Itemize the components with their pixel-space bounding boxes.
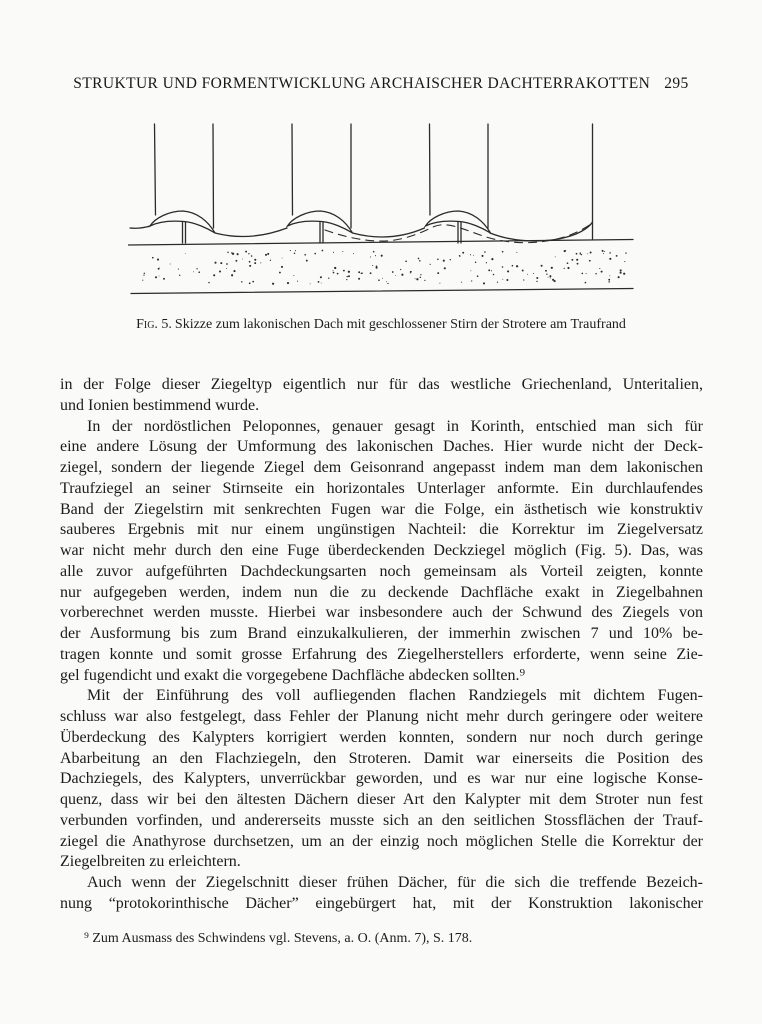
text-line: ziegel die Anathyrose durchsetzen, um an der einzig noch möglichen Stelle die Korrektur der: [60, 832, 703, 850]
body-text: [60, 375, 703, 915]
text-line: in der Folge dieser Ziegeltyp eigentlich nur für das westliche Griechenland, Unteritalien,: [60, 376, 703, 393]
figure-caption-text: Skizze zum lakonischen Dach mit geschlossener Stirn der Strotere am Traufrand: [174, 317, 626, 332]
pan-tile-curve-1: [215, 228, 287, 237]
text-line: Mit der Einführung des voll aufliegenden flachen Randziegels mit dichtem Fugen-: [87, 687, 703, 705]
text-line: gel fugendicht und exakt die vorgegebene Dachfläche abdecken sollten.⁹: [60, 666, 526, 684]
text-line: Traufziegel an seiner Stirnseite ein horizontales Unterlager anformte. Ein durchlaufendes: [60, 479, 703, 497]
text-line: schluss war also festgelegt, dass Fehler der Planung nicht mehr durch geringere oder weitere: [60, 708, 703, 725]
text-line: Band der Ziegelstirn mit senkrechten Fugen war die Folge, ein ästhetisch wie konstruktiv: [60, 500, 703, 518]
page-number: 295: [664, 75, 689, 92]
running-head-title: STRUKTUR UND FORMENTWICKLUNG ARCHAISCHER DACHTERRAKOTTEN: [73, 75, 651, 92]
text-line: Dachziegels, des Kalypters, unverrückbar geworden, und es war nur eine logische Konse-: [60, 770, 703, 788]
stipple-dots: [142, 250, 626, 285]
text-line: Ziegelbreiten zu erleichtern.: [60, 853, 241, 871]
text-line: vorberechnet werden musste. Hierbei war insbesondere auch der Schwund des Ziegels von: [60, 604, 703, 622]
geison-band-bottom-line: [131, 289, 633, 294]
text-line: Überdeckung des Kalypters korrigiert werden konnten, sondern nur noch durch geringe: [60, 728, 703, 746]
text-line: war nicht mehr durch den eine Fuge überdeckenden Deckziegel möglich (Fig. 5). Das, was: [60, 542, 703, 559]
text-line: Abarbeitung an den Flachziegeln, den Stroteren. Damit war einerseits die Position des: [60, 749, 703, 767]
text-line: alle zuvor aufgeführten Dachdeckungsarten noch gemeinsam als Vorteil zeigten, konnte: [60, 562, 703, 580]
text-line: quenz, dass wir bei den ältesten Dächern dieser Art den Kalypter mit dem Stroter nun fest: [60, 791, 703, 808]
text-line: In der nordöstlichen Peloponnes, genauer gesagt in Korinth, entschied man sich für: [87, 417, 703, 435]
running-head: [0, 75, 762, 93]
roof-sketch-drawing: [128, 116, 634, 304]
pan-tile-curve-left-stub: [130, 226, 150, 228]
text-line: ziegel, sondern der liegende Ziegel dem Geisonrand angepasst indem man dem lakonischen: [60, 459, 703, 476]
figure-5: [128, 116, 634, 304]
kalypter-side-lines: [155, 124, 593, 239]
text-line: nung “protokorinthische Dächer” eingebürgert hat, mit der Konstruktion lakonischer: [60, 894, 703, 912]
text-line: eine andere Lösung der Umformung des lakonischen Daches. Hier wurde nicht der Deck-: [60, 438, 703, 456]
text-line: verbunden vorfinden, und andererseits musste sich an den seitlichen Stossflächen der Trauf-: [60, 811, 703, 829]
figure-caption-label: Fig. 5.: [136, 317, 172, 332]
text-line: tragen konnte und somit grosse Erfahrung des Ziegelherstellers erforderte, wenn seine Zie-: [60, 645, 703, 663]
cover-tile-foot-1: [150, 211, 215, 243]
text-line: Auch wenn der Ziegelschnitt dieser frühen Dächer, für die sich die treffende Bezeich-: [87, 874, 703, 891]
text-line: nur aufgegeben werden, indem nun die zu deckende Dachfläche exakt in Ziegelbahnen: [60, 583, 703, 601]
footnote: ⁹ Zum Ausmass des Schwindens vgl. Stevens, a. O. (Anm. 7), S. 178.: [84, 931, 473, 946]
text-line: und Ionien bestimmend wurde.: [60, 396, 260, 414]
cover-tile-foot-3: [426, 211, 491, 243]
text-line: der Ausformung bis zum Brand einzukalkulieren, der immerhin zwischen 7 und 10% be-: [60, 625, 703, 642]
geison-band-top-line: [129, 240, 634, 246]
text-line: sauberes Ergebnis mit nur einem ungünstigen Nachteil: die Korrektur im Ziegelversatz: [60, 521, 703, 539]
figure-caption: [0, 317, 762, 333]
cover-tile-foot-2: [288, 211, 353, 243]
